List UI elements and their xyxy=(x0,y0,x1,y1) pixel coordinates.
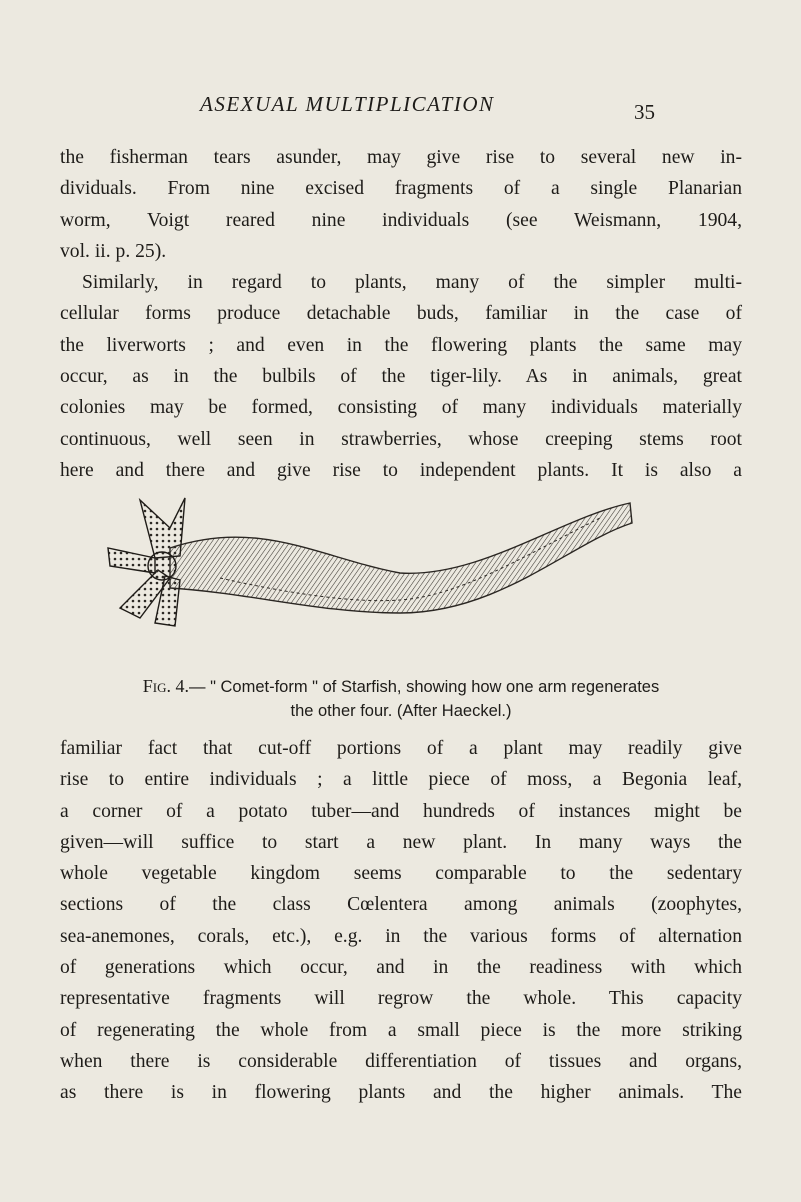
small-arms xyxy=(108,498,185,626)
regenerating-arm xyxy=(170,503,632,613)
page-number: 35 xyxy=(634,100,655,124)
figure-caption xyxy=(60,674,742,723)
text-line: occur, as in the bulbils of the tiger-lily. As in animals, great xyxy=(60,366,742,388)
text-line: the liverworts ; and even in the flowering plants the same may xyxy=(60,334,742,356)
caption-text: — " Comet-form " of Starfish, showing how one arm regenerates xyxy=(188,678,660,696)
text-line: a corner of a potato tuber—and hundreds of instances might be xyxy=(60,800,742,822)
starfish-illustration xyxy=(100,478,700,658)
body-text-top xyxy=(60,142,742,486)
text-line: colonies may be formed, consisting of many individuals materially xyxy=(60,397,742,419)
text-line: familiar fact that cut-off portions of a plant may readily give xyxy=(60,738,742,759)
text-line: vol. ii. p. 25). xyxy=(60,240,167,262)
text-line: of generations which occur, and in the readiness with which xyxy=(60,957,742,979)
text-line: the fisherman tears asunder, may give rise to several new in- xyxy=(60,147,742,168)
body-text-bottom xyxy=(60,733,742,1109)
text-line: continuous, well seen in strawberries, whose creeping stems root xyxy=(60,428,742,450)
text-line: whole vegetable kingdom seems comparable to the sedentary xyxy=(60,863,742,885)
text-line: sections of the class Cœlentera among animals (zoophytes, xyxy=(60,894,742,916)
text-line: dividuals. From nine excised fragments of a single Planarian xyxy=(60,178,742,200)
text-line: here and there and give rise to independent plants. It is also a xyxy=(60,459,742,481)
text-line: rise to entire individuals ; a little piece of moss, a Begonia leaf, xyxy=(60,769,742,791)
text-line: representative fragments will regrow the whole. This capacity xyxy=(60,988,742,1010)
running-title: ASEXUAL MULTIPLICATION xyxy=(200,92,495,116)
figure-label: Fig. 4. xyxy=(142,676,189,696)
text-line: Similarly, in regard to plants, many of the simpler multi- xyxy=(82,272,742,294)
text-line: given—will suffice to start a new plant. In many ways the xyxy=(60,831,742,853)
caption-text: the other four. (After Haeckel.) xyxy=(290,702,512,720)
text-line: of regenerating the whole from a small piece is the more striking xyxy=(60,1019,742,1041)
text-line: worm, Voigt reared nine individuals (see Weismann, 1904, xyxy=(60,209,742,231)
text-line: as there is in flowering plants and the higher animals. The xyxy=(60,1082,742,1104)
text-line: sea-anemones, corals, etc.), e.g. in the various forms of alternation xyxy=(60,925,742,947)
text-line: when there is considerable differentiation of tissues and organs, xyxy=(60,1050,742,1072)
text-line: cellular forms produce detachable buds, familiar in the case of xyxy=(60,303,742,325)
